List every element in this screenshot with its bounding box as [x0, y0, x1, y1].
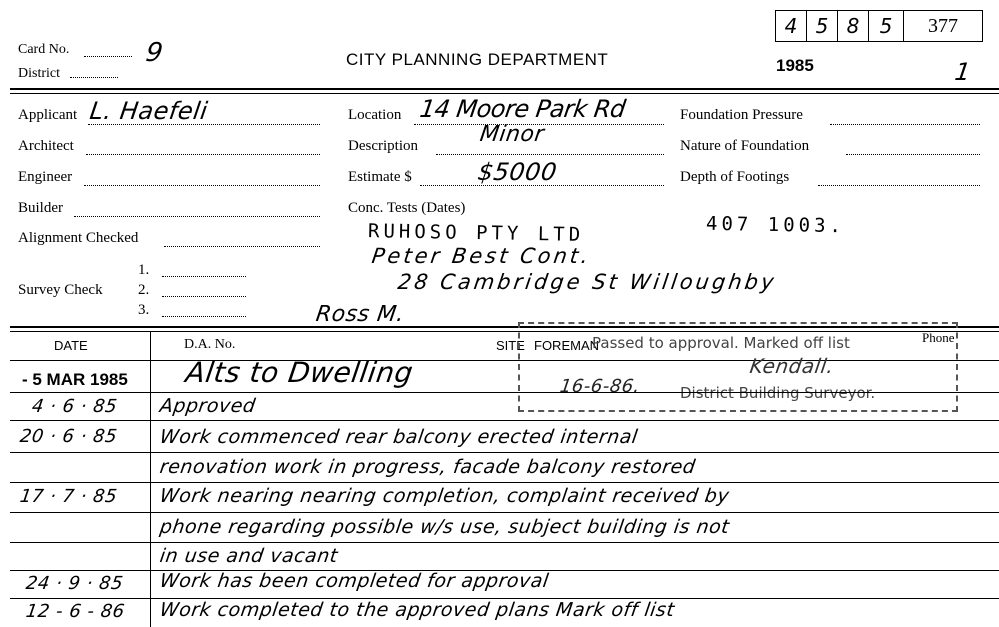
- district-label: District: [18, 66, 60, 81]
- number-box-2: 5: [806, 10, 838, 42]
- entry-text-3: Work commenced rear balcony erected internal: [158, 426, 640, 448]
- entry-text-5: Work nearing nearing completion, complaint received by: [158, 485, 731, 507]
- survey-2-label: 2.: [138, 282, 150, 298]
- builder-contact: Peter Best Cont.: [370, 244, 593, 268]
- location-label: Location: [348, 107, 402, 123]
- architect-label: Architect: [18, 138, 74, 154]
- description-label: Description: [348, 138, 418, 154]
- builder-company: RUHOSO PTY LTD: [367, 220, 585, 246]
- builder-phone-number: 407 1003.: [705, 212, 846, 238]
- col-header-da-no: D.A. No.: [184, 337, 236, 352]
- entry-text-1: Alts to Dwelling: [183, 356, 416, 389]
- col-header-site: SITE: [496, 338, 525, 353]
- col-header-phone: Phone: [922, 330, 955, 345]
- survey-check-label: Survey Check: [18, 282, 103, 298]
- card-no-label: Card No.: [18, 42, 70, 57]
- stamp-line-1: Passed to approval. Marked off list: [592, 334, 850, 352]
- entry-text-2: Approved: [158, 395, 258, 417]
- location-value: 14 Moore Park Rd: [418, 95, 627, 123]
- number-suffix: 377: [903, 10, 983, 42]
- engineer-label: Engineer: [18, 169, 73, 185]
- entry-text-7: in use and vacant: [158, 545, 340, 567]
- entry-date-5: 17 · 7 · 85: [18, 486, 119, 507]
- alignment-checked-label: Alignment Checked: [18, 230, 139, 246]
- stamp-signature: Kendall.: [748, 354, 836, 378]
- card-no-value: 9: [143, 38, 166, 68]
- survey-3-label: 3.: [138, 302, 150, 318]
- entry-text-8: Work has been completed for approval: [158, 570, 551, 592]
- entry-date-8: 24 · 9 · 85: [24, 573, 125, 594]
- applicant-label: Applicant: [18, 107, 78, 123]
- description-value: Minor: [478, 122, 546, 147]
- builder-address: 28 Cambridge St Willoughby: [396, 270, 779, 294]
- depth-of-footings-label: Depth of Footings: [680, 169, 790, 185]
- foundation-pressure-label: Foundation Pressure: [680, 107, 803, 123]
- signature-ross: Ross M.: [314, 302, 406, 327]
- estimate-value: $5000: [476, 158, 559, 186]
- nature-of-foundation-label: Nature of Foundation: [680, 138, 810, 154]
- applicant-value: L. Haefeli: [88, 97, 210, 125]
- stamp-date: 16-6-86.: [558, 376, 642, 397]
- entry-date-3: 20 · 6 · 85: [18, 426, 119, 447]
- col-header-foreman: FOREMAN: [534, 338, 599, 353]
- number-box-3: 8: [837, 10, 869, 42]
- entry-text-4: renovation work in progress, facade balcony restored: [158, 456, 697, 478]
- survey-1-label: 1.: [138, 262, 150, 278]
- entry-date-9: 12 - 6 - 86: [24, 601, 127, 622]
- year: 1985: [776, 56, 814, 75]
- stamp-line-3: District Building Surveyor.: [680, 384, 876, 402]
- number-box-1: 4: [775, 10, 807, 42]
- approval-stamp: [518, 322, 958, 412]
- department-title: CITY PLANNING DEPARTMENT: [346, 50, 609, 69]
- conc-tests-label: Conc. Tests (Dates): [348, 200, 466, 216]
- builder-label: Builder: [18, 200, 63, 216]
- entry-text-6: phone regarding possible w/s use, subject building is not: [158, 516, 731, 538]
- entry-date-2: 4 · 6 · 85: [30, 396, 119, 417]
- entry-date-1: - 5 MAR 1985: [22, 370, 128, 389]
- number-box-4: 5: [868, 10, 904, 42]
- year-mark: 1: [953, 58, 973, 86]
- entry-text-9: Work completed to the approved plans Mark off list: [158, 599, 677, 621]
- col-header-date: DATE: [54, 338, 88, 353]
- estimate-label: Estimate $: [348, 169, 412, 185]
